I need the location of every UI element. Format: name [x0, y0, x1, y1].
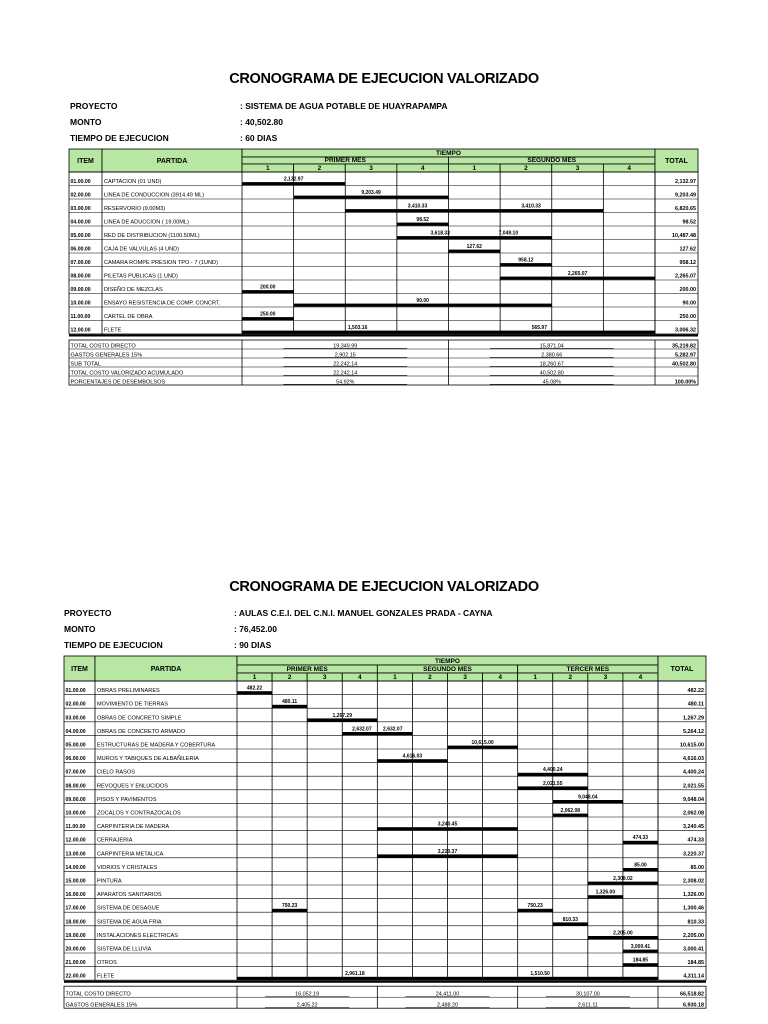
- row-partida: OBRAS DE CONCRETO SIMPLE: [97, 715, 182, 722]
- row-item-code: 08.00.00: [65, 783, 86, 790]
- row-total: 3,220.37: [683, 851, 704, 858]
- gantt-bar: [553, 922, 588, 925]
- summary-month-value: 22,242.14: [333, 370, 358, 377]
- summary-month-value: 30,107.00: [575, 991, 600, 998]
- gantt-bar: [553, 814, 588, 817]
- gantt-bar-label: 2,961.18: [345, 971, 365, 978]
- partida-header: PARTIDA: [150, 666, 182, 673]
- summary-month-value: 2,380.66: [541, 352, 563, 359]
- row-partida: APARATOS SANITARIOS: [97, 892, 162, 899]
- week-header-label: 4: [420, 165, 425, 173]
- week-header-label: 2: [317, 165, 322, 173]
- row-partida: CARTEL DE OBRA: [104, 314, 153, 320]
- gantt-bar: [237, 977, 658, 980]
- gantt-bar-label: 250.00: [260, 311, 276, 318]
- doc1-meta-value: : 40,502.80: [240, 117, 284, 127]
- doc1-meta-label: MONTO: [70, 117, 102, 127]
- row-total: 4,400.24: [683, 769, 704, 776]
- row-total: 2,308.02: [683, 878, 704, 885]
- summary-label: TOTAL COSTO DIRECTO: [70, 343, 136, 350]
- doc2-meta-value: : 76,452.00: [234, 624, 278, 634]
- week-header-label: 2: [568, 674, 573, 682]
- row-item-code: 11.00.00: [70, 314, 91, 320]
- month-header-label: PRIMER MES: [324, 157, 366, 165]
- gantt-bar-label: 3,220.37: [437, 848, 458, 855]
- gantt-bar-label: 4,400.24: [543, 767, 563, 774]
- summary-month-value: 19,349.99: [333, 343, 358, 350]
- row-item-code: 04.00.00: [65, 728, 86, 735]
- doc1-meta-value: : SISTEMA DE AGUA POTABLE DE HUAYRAPAMPA: [240, 101, 448, 111]
- row-item-code: 01.00.00: [70, 179, 91, 185]
- summary-label: SUB TOTAL: [70, 361, 101, 368]
- tiempo-header: TIEMPO: [435, 658, 460, 666]
- week-header-label: 3: [322, 674, 327, 682]
- doc2-meta-label: PROYECTO: [64, 608, 112, 618]
- row-item-code: 22.00.00: [65, 973, 86, 980]
- row-item-code: 19.00.00: [65, 932, 86, 939]
- row-total: 90.00: [682, 300, 696, 307]
- row-item-code: 06.00.00: [70, 246, 91, 253]
- summary-total-value: 6,930.18: [683, 1002, 704, 1009]
- row-item-code: 12.00.00: [65, 837, 86, 844]
- gantt-bar-label: 750.23: [527, 903, 543, 910]
- gantt-bar: [588, 895, 623, 898]
- row-partida: OBRAS PRELIMINARES: [97, 688, 160, 695]
- week-header-label: 4: [498, 674, 502, 682]
- row-item-code: 10.00.00: [65, 810, 86, 817]
- gantt-bar-label: 127.62: [466, 244, 482, 250]
- gantt-bar-label: 9,048.04: [578, 794, 598, 801]
- gantt-bar-label: 1,510.50: [530, 971, 550, 978]
- row-partida: CARPINTERIA METALICA: [97, 851, 164, 858]
- row-partida: PINTURA: [97, 878, 122, 885]
- row-total: 2,205.00: [683, 932, 704, 939]
- row-total: 6,820.65: [675, 206, 696, 212]
- summary-month-value: 18,260.67: [539, 361, 564, 368]
- summary-month-value: 2,902.15: [334, 352, 356, 359]
- month-header-label: SEGUNDO MES: [527, 157, 577, 165]
- gantt-bar-label: 2,205.00: [613, 930, 633, 937]
- gantt-bar-label: 7,049.10: [498, 230, 519, 237]
- row-item-code: 07.00.00: [70, 260, 91, 266]
- doc1-meta-value: : 60 DIAS: [240, 133, 278, 143]
- gantt-bar: [588, 882, 658, 885]
- row-partida: REVOQUES Y ENLUCIDOS: [97, 783, 168, 790]
- item-header: ITEM: [71, 666, 88, 673]
- row-total: 2,132.97: [675, 179, 696, 185]
- row-partida: CAJA DE VALVULAS (4 UND): [104, 246, 180, 253]
- row-item-code: 02.00.00: [65, 701, 86, 708]
- doc2-meta-label: TIEMPO DE EJECUCION: [64, 640, 163, 650]
- gantt-bar-label: 810.33: [562, 916, 578, 923]
- week-header-label: 2: [428, 674, 432, 682]
- doc2-meta-value: : 90 DIAS: [234, 640, 272, 650]
- gantt-bar: [448, 746, 518, 749]
- gantt-bar-label: 184.85: [632, 957, 649, 964]
- row-partida: ENSAYO RESISTENCIA DE COMP. CONCRT.: [104, 300, 221, 307]
- gantt-bar-label: 3,410.33: [407, 203, 428, 210]
- row-partida: CIELO RASOS: [97, 769, 135, 776]
- row-item-code: 09.00.00: [70, 287, 91, 293]
- row-partida: MOVIMIENTO DE TIERRAS: [97, 701, 168, 708]
- summary-month-value: 2,611.11: [577, 1002, 598, 1009]
- gantt-bar: [518, 786, 588, 789]
- week-header-label: 3: [603, 674, 608, 682]
- gantt-bar: [377, 827, 517, 830]
- week-header-label: 1: [266, 165, 270, 173]
- row-total: 98.52: [682, 219, 696, 226]
- gantt-bar-label: 1,326.00: [595, 889, 616, 896]
- row-item-code: 02.00.00: [70, 192, 91, 199]
- row-partida: SISTEMA DE DESAGUE: [97, 905, 160, 912]
- row-partida: LINEA DE ADUCCION ( 19.00ML): [104, 219, 189, 226]
- row-partida: OBRAS DE CONCRETO ARMADO: [97, 728, 186, 735]
- gantt-bar-label: 200.00: [260, 284, 276, 291]
- gantt-bar: [623, 950, 658, 953]
- gantt-bar: [272, 705, 307, 708]
- gantt-bar-label: 565.97: [531, 325, 548, 331]
- row-item-code: 15.00.00: [65, 878, 86, 885]
- summary-label: PORCENTAJES DE DESEMBOLSOS: [70, 379, 166, 386]
- gantt-bar: [623, 868, 658, 871]
- row-item-code: 14.00.00: [65, 864, 86, 871]
- row-item-code: 01.00.00: [65, 688, 86, 695]
- row-total: 10,487.48: [672, 233, 696, 239]
- doc2-meta-label: MONTO: [64, 624, 96, 634]
- summary-label: GASTOS GENERALES 15%: [70, 352, 143, 359]
- row-item-code: 12.00.00: [70, 327, 91, 334]
- gantt-bar-label: 3,240.45: [437, 821, 458, 828]
- row-partida: CARPINTERIA DE MADERA: [97, 824, 170, 831]
- row-total: 1,267.29: [683, 715, 704, 722]
- row-item-code: 16.00.00: [65, 892, 86, 899]
- total-header: TOTAL: [670, 666, 694, 673]
- doc1-title: CRONOGRAMA DE EJECUCION VALORIZADO: [229, 71, 539, 87]
- row-partida: CAPTACION (01 UND): [104, 179, 162, 185]
- row-total: 2,062.08: [683, 810, 704, 817]
- row-item-code: 03.00.00: [70, 206, 91, 212]
- row-item-code: 05.00.00: [70, 233, 91, 239]
- doc2-meta-value: : AULAS C.E.I. DEL C.N.I. MANUEL GONZALES PRADA - CAYNA: [234, 608, 493, 618]
- summary-month-value: 2,488.20: [437, 1002, 458, 1009]
- summary-month-value: 22,242.14: [333, 361, 358, 368]
- row-total: 958.12: [679, 260, 696, 266]
- row-partida: CAMARA ROMPE PRESION TPO - 7 (1UND): [104, 260, 218, 266]
- gantt-bar: [518, 909, 553, 912]
- partida-header: PARTIDA: [156, 158, 188, 165]
- row-item-code: 05.00.00: [65, 742, 86, 749]
- summary-label: TOTAL COSTO DIRECTO: [65, 991, 131, 998]
- row-partida: LINEA DE CONDUCCION (3914.49 ML): [104, 192, 205, 199]
- row-partida: PISOS Y PAVIMENTOS: [97, 796, 157, 803]
- row-total: 474.33: [687, 837, 704, 844]
- row-item-code: 11.00.00: [65, 824, 86, 831]
- summary-month-value: 24,411.00: [435, 991, 460, 998]
- row-item-code: 07.00.00: [65, 769, 86, 776]
- row-total: 1,326.00: [683, 892, 704, 899]
- gantt-bar: [588, 936, 658, 939]
- tiempo-header: TIEMPO: [436, 150, 461, 158]
- row-item-code: 17.00.00: [65, 905, 86, 912]
- gantt-bar-label: 2,062.08: [560, 808, 581, 814]
- gantt-bar: [518, 773, 588, 776]
- gantt-bar-label: 2,632.07: [383, 726, 403, 733]
- week-header-label: 1: [252, 674, 257, 682]
- gantt-bar-label: 750.23: [281, 903, 298, 910]
- gantt-bar-label: 3,000.41: [630, 944, 651, 950]
- gantt-bar-label: 3,410.33: [521, 203, 541, 210]
- gantt-bar-label: 3,618.33: [430, 230, 450, 237]
- gantt-bar-label: 4,616.03: [402, 753, 423, 760]
- gantt-bar: [342, 732, 412, 735]
- gantt-bar-label: 2,265.07: [567, 271, 588, 277]
- gantt-bar-label: 958.12: [518, 257, 534, 264]
- row-total: 3,006.32: [675, 327, 696, 334]
- row-total: 9,203.49: [675, 192, 696, 199]
- row-total: 9,048.04: [683, 796, 704, 803]
- gantt-bar-label: 482.22: [246, 685, 263, 692]
- summary-total-value: 35,219.82: [672, 343, 696, 350]
- gantt-bar-label: 2,308.02: [613, 876, 633, 882]
- row-partida: RESERVORIO (9.00M3): [104, 206, 166, 212]
- week-header-label: 3: [463, 674, 467, 682]
- summary-label: TOTAL COSTO VALORIZADO ACUMULADO: [70, 370, 184, 377]
- doc1-meta-label: TIEMPO DE EJECUCION: [70, 133, 169, 143]
- row-total: 2,021.55: [683, 783, 704, 790]
- gantt-bar: [623, 841, 658, 844]
- row-total: 2,265.07: [675, 273, 696, 280]
- gantt-bar: [272, 909, 307, 912]
- row-item-code: 09.00.00: [65, 796, 86, 803]
- gantt-bar: [623, 963, 658, 966]
- gantt-bar-label: 2,021.55: [543, 780, 563, 787]
- gantt-bar: [377, 759, 447, 762]
- week-header-label: 1: [393, 674, 397, 682]
- total-header: TOTAL: [665, 158, 688, 165]
- row-item-code: 10.00.00: [70, 300, 91, 307]
- summary-label: GASTOS GENERALES 15%: [65, 1002, 138, 1009]
- row-partida: RED DE DISTRIBUCION (1100.50ML): [104, 233, 200, 239]
- row-item-code: 06.00.00: [65, 756, 86, 763]
- row-partida: SISTEMA DE LLUVIA: [97, 946, 152, 953]
- week-header-label: 4: [357, 674, 362, 682]
- item-header: ITEM: [77, 158, 94, 165]
- row-partida: FLETE: [97, 973, 115, 980]
- row-total: 480.11: [687, 701, 704, 708]
- week-header-label: 1: [533, 674, 538, 682]
- gantt-bar-label: 1,267.29: [332, 712, 352, 719]
- gantt-bar: [237, 691, 272, 694]
- gantt-bar-label: 85.00: [634, 862, 647, 869]
- gantt-bar-label: 1,503.16: [347, 325, 368, 331]
- week-header-label: 1: [472, 165, 477, 173]
- month-header-label: PRIMER MES: [286, 666, 328, 674]
- row-total: 200.00: [679, 287, 696, 293]
- month-header-label: SEGUNDO MES: [423, 666, 472, 674]
- row-total: 250.00: [679, 314, 696, 320]
- row-partida: FLETE: [104, 327, 122, 334]
- row-total: 4,616.03: [683, 756, 704, 763]
- row-total: 5,264.12: [683, 728, 704, 735]
- gantt-bar-label: 474.33: [632, 835, 649, 842]
- row-partida: ZOCALOS Y CONTRAZOCALOS: [97, 810, 181, 817]
- row-item-code: 13.00.00: [65, 851, 86, 858]
- row-partida: ESTRUCTURAS DE MADERA Y COBERTURA: [97, 742, 216, 749]
- row-total: 482.22: [687, 688, 704, 695]
- row-total: 184.85: [687, 960, 704, 967]
- summary-total-value: 66,518.82: [680, 991, 704, 998]
- row-item-code: 03.00.00: [65, 715, 86, 722]
- week-header-label: 4: [638, 674, 643, 682]
- row-partida: CERRAJERIA: [97, 837, 133, 844]
- summary-month-value: 15,871.04: [539, 343, 564, 350]
- summary-total-value: 5,282.97: [675, 352, 696, 359]
- week-header-label: 3: [575, 165, 580, 173]
- row-partida: OTROS: [97, 960, 117, 967]
- gantt-bar-label: 9,203.49: [361, 190, 381, 196]
- gantt-bar-label: 480.11: [282, 699, 298, 706]
- gantt-bar-label: 90.00: [416, 298, 429, 304]
- row-partida: VIDRIOS Y CRISTALES: [97, 864, 158, 871]
- summary-total-value: 40,502.80: [672, 361, 696, 368]
- month-header-label: TERCER MES: [566, 666, 610, 674]
- row-total: 127.62: [679, 246, 696, 253]
- row-partida: INSTALACIONES ELECTRICAS: [97, 932, 179, 939]
- row-item-code: 21.00.00: [65, 960, 86, 967]
- doc2-title: CRONOGRAMA DE EJECUCION VALORIZADO: [229, 579, 539, 595]
- row-total: 3,240.45: [683, 824, 704, 831]
- row-total: 3,000.41: [683, 946, 704, 953]
- summary-month-value: 16,052.19: [295, 991, 320, 998]
- row-item-code: 04.00.00: [70, 219, 91, 226]
- gantt-bar: [307, 718, 377, 721]
- row-item-code: 08.00.00: [70, 273, 91, 280]
- row-total: 1,300.46: [683, 905, 704, 912]
- week-header-label: 4: [627, 165, 631, 173]
- row-total: 10,615.00: [680, 742, 704, 749]
- row-partida: DISEÑO DE MEZCLAS: [104, 287, 163, 293]
- row-total: 4,311.14: [683, 973, 704, 980]
- gantt-bar: [377, 854, 517, 857]
- summary-month-value: 40,502.80: [539, 370, 564, 377]
- gantt-bar-label: 2,132.97: [283, 176, 304, 183]
- row-item-code: 20.00.00: [65, 946, 86, 953]
- gantt-bar-label: 10,615.00: [471, 740, 494, 746]
- row-partida: SISTEMA DE AGUA FRIA: [97, 919, 162, 926]
- gantt-bar-label: 2,632.07: [352, 726, 372, 733]
- row-partida: MUROS Y TABIQUES DE ALBAÑILERIA: [97, 756, 199, 763]
- week-header-label: 2: [287, 674, 292, 682]
- summary-month-value: 54.92%: [336, 379, 355, 386]
- gantt-bar: [553, 800, 623, 803]
- gantt-bar-label: 98.52: [416, 217, 429, 223]
- row-item-code: 18.00.00: [65, 919, 86, 926]
- summary-month-value: 2,405.22: [296, 1002, 318, 1009]
- row-total: 810.33: [687, 919, 704, 926]
- week-header-label: 3: [369, 165, 373, 173]
- summary-month-value: 45.08%: [542, 379, 561, 386]
- summary-total-value: 100.00%: [674, 379, 696, 386]
- row-partida: PILETAS PUBLICAS (1 UND): [104, 273, 178, 280]
- row-total: 85.00: [690, 864, 704, 871]
- week-header-label: 2: [524, 165, 528, 173]
- doc1-meta-label: PROYECTO: [70, 101, 118, 111]
